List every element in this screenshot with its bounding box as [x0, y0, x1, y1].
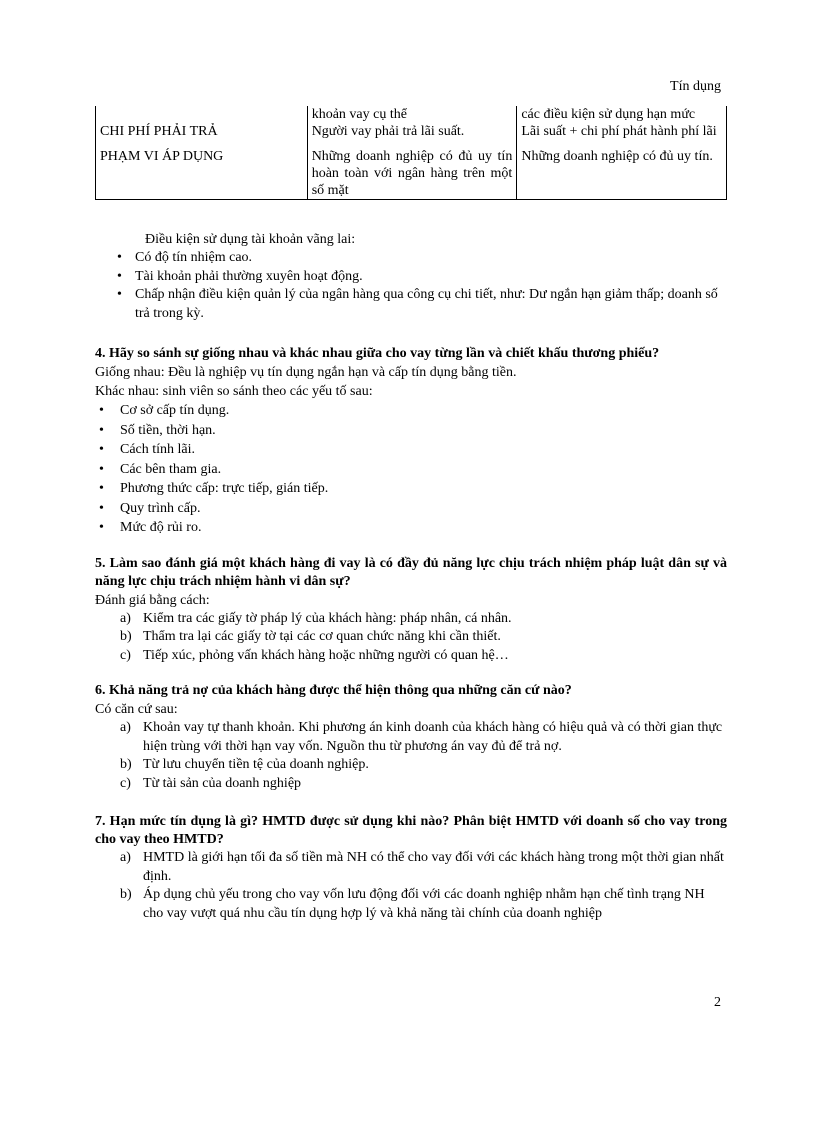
conditions-list — [95, 249, 727, 323]
table-cell: Lãi suất + chi phí phát hành phí lãi — [517, 123, 727, 140]
list-item-text: Khoản vay tự thanh khoản. Khi phương án kinh doanh của khách hàng có hiệu quả và có thời gian thực hiện trùng với thời hạn vay vốn. Nguồn thu từ phương án vay đủ để trả nợ. — [143, 720, 723, 754]
list-item: • Chấp nhận điều kiện quản lý của ngân hàng qua công cụ chi tiết, như: Dư ngắn hạn giảm thấp; doanh số trả trong kỳ. — [95, 286, 727, 323]
list-item-text: Áp dụng chủ yếu trong cho vay vốn lưu động đối với các doanh nghiệp nhằm hạn chế tình trạng NH cho vay vượt quá nhu cầu tín dụng hợp lý và khả năng tài chính của doanh nghiệp — [143, 887, 705, 921]
table-row — [96, 123, 727, 140]
list-item: • Các bên tham gia. — [95, 460, 727, 480]
table-cell: Những doanh nghiệp có đủ uy tín hoàn toàn với ngân hàng trên một số mặt — [307, 140, 517, 200]
list-item — [95, 647, 727, 666]
list-item: • Tài khoản phải thường xuyên hoạt động. — [95, 268, 727, 287]
page-header: Tín dụng — [670, 79, 721, 94]
list-marker: b) — [120, 629, 132, 644]
list-item — [95, 719, 727, 756]
list-item — [95, 775, 727, 794]
q5-list — [95, 610, 727, 666]
conditions-title: Điều kiện sử dụng tài khoản vãng lai: — [145, 232, 356, 247]
list-marker: c) — [120, 647, 131, 663]
question-5: 5. Làm sao đánh giá một khách hàng đi vay là có đầy đủ năng lực chịu trách nhiệm pháp luật dân sự và năng lực chịu trách nhiệm hành vi dân sự? — [95, 555, 727, 589]
table-cell-label: CHI PHÍ PHẢI TRẢ — [96, 123, 308, 140]
q4-list — [95, 401, 727, 538]
table-cell: các điều kiện sử dụng hạn mức — [517, 106, 727, 123]
question-6: 6. Khả năng trả nợ của khách hàng được thể hiện thông qua những căn cứ nào? — [95, 683, 572, 698]
table-row — [96, 106, 727, 123]
list-item-text: HMTD là giới hạn tối đa số tiền mà NH có thể cho vay đối với các khách hàng trong một thời gian nhất định. — [143, 850, 724, 884]
question-7: 7. Hạn mức tín dụng là gì? HMTD được sử dụng khi nào? Phân biệt HMTD với doanh số cho vay trong cho vay theo HMTD? — [95, 814, 727, 847]
table-cell-label: PHẠM VI ÁP DỤNG — [96, 140, 308, 200]
list-item — [95, 849, 727, 886]
list-item: • Có độ tín nhiệm cao. — [95, 249, 727, 268]
list-marker: c) — [120, 775, 131, 791]
page-number: 2 — [714, 995, 721, 1010]
list-item — [95, 610, 727, 629]
list-item-text: Tiếp xúc, phỏng vấn khách hàng hoặc những người có quan hệ… — [143, 647, 509, 663]
q6-intro: Có căn cứ sau: — [95, 702, 178, 717]
list-item: • Phương thức cấp: trực tiếp, gián tiếp. — [95, 479, 727, 499]
list-item: • Quy trình cấp. — [95, 499, 727, 519]
list-item: • Số tiền, thời hạn. — [95, 421, 727, 441]
q5-intro: Đánh giá bằng cách: — [95, 592, 210, 608]
comparison-table — [95, 106, 727, 200]
list-marker: b) — [120, 757, 132, 772]
list-item-text: Từ lưu chuyển tiền tệ của doanh nghiệp. — [143, 757, 369, 772]
list-item-text: Thẩm tra lại các giấy tờ tại các cơ quan chức năng khi cần thiết. — [143, 629, 501, 644]
list-item: • Cơ sở cấp tín dụng. — [95, 401, 727, 421]
question-4: 4. Hãy so sánh sự giống nhau và khác nhau giữa cho vay từng lần và chiết khấu thương phiếu? — [95, 346, 660, 361]
q4-similar: Giống nhau: Đều là nghiệp vụ tín dụng ngắn hạn và cấp tín dụng bằng tiền. — [95, 365, 517, 380]
list-item — [95, 756, 727, 775]
list-item — [95, 886, 727, 923]
list-marker: a) — [120, 850, 131, 865]
table-cell: khoản vay cụ thể — [307, 106, 517, 123]
q6-list — [95, 719, 727, 793]
list-item-text: Kiểm tra các giấy tờ pháp lý của khách hàng: pháp nhân, cá nhân. — [143, 610, 512, 626]
list-item — [95, 628, 727, 647]
list-item: • Cách tính lãi. — [95, 440, 727, 460]
list-item-text: Từ tài sản của doanh nghiệp — [143, 775, 302, 791]
table-row — [96, 140, 727, 200]
list-marker: a) — [120, 720, 131, 735]
table-cell-label — [96, 106, 308, 123]
table-cell: Người vay phải trả lãi suất. — [307, 123, 517, 140]
table-cell: Những doanh nghiệp có đủ uy tín. — [517, 140, 727, 200]
list-marker: b) — [120, 887, 132, 902]
q4-different: Khác nhau: sinh viên so sánh theo các yếu tố sau: — [95, 384, 373, 399]
q7-list — [95, 849, 727, 923]
body-content — [95, 231, 727, 923]
list-item: • Mức độ rủi ro. — [95, 518, 727, 538]
list-marker: a) — [120, 610, 131, 626]
